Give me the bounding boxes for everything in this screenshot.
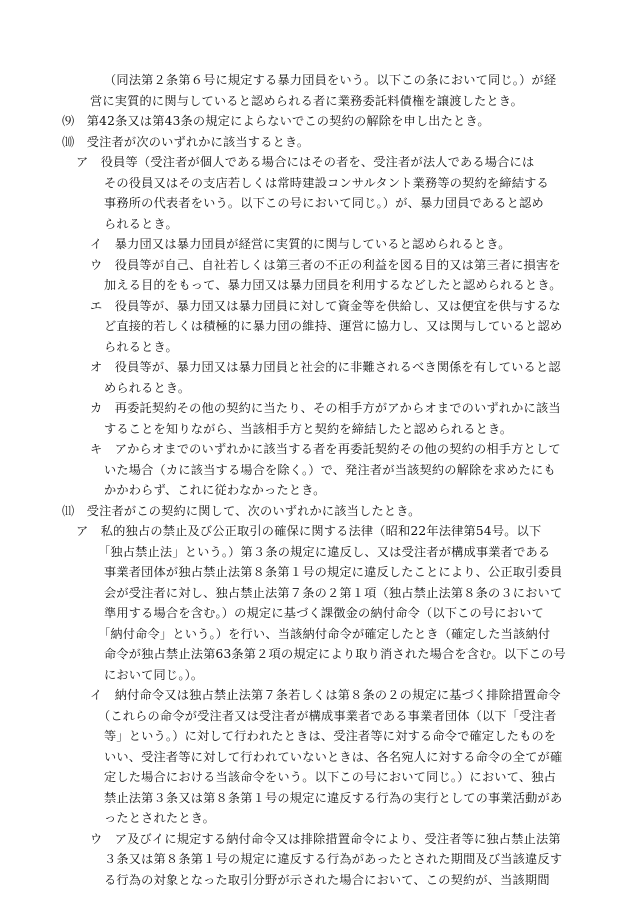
text-line: オ 役員等が、暴力団又は暴力団員と社会的に非難されるべき関係を有していると認 (90, 360, 561, 374)
text-line: 等」という。）に対して行われたときは、受注者等に対する命令で確定したものを (104, 729, 557, 743)
text-line: 準用する場合を含む。）の規定に基づく課徴金の納付命令（以下この号において (104, 606, 544, 620)
text-line: ウ 役員等が自己、自社若しくは第三者の不正の利益を図る目的又は第三者に損害を (90, 258, 561, 272)
text-line: ア 私的独占の禁止及び公正取引の確保に関する法律（昭和22年法律第54号。以下 (76, 524, 542, 538)
text-line: することを知りながら、当該相手方と契約を締結したと認められるとき。 (104, 422, 513, 436)
text-line: 「納付命令」という。）を行い、当該納付命令が確定したとき（確定した当該納付 (98, 627, 551, 641)
text-line: められるとき。 (104, 381, 191, 395)
text-line: イ 納付命令又は独占禁止法第７条若しくは第８条の２の規定に基づく排除措置命令 (90, 688, 561, 702)
text-line: られるとき。 (104, 217, 178, 231)
text-line: エ 役員等が、暴力団又は暴力団員に対して資金等を供給し、又は便宜を供与するな (90, 299, 561, 313)
text-line: 禁止法第３条又は第８条第１号の規定に違反する行為の実行としての事業活動があ (104, 791, 563, 805)
text-line: ⑼ 第42条又は第43条の規定によらないでこの契約の解除を申し出たとき。 (62, 114, 490, 128)
text-line: ウ ア及びイに規定する納付命令又は排除措置命令により、受注者等に独占禁止法第 (90, 832, 561, 846)
text-line: ったとされたとき。 (104, 811, 215, 825)
text-line: イ 暴力団又は暴力団員が経営に実質的に関与していると認められるとき。 (90, 237, 511, 251)
text-line: （これらの命令が受注者又は受注者が構成事業者である事業者団体（以下「受注者 (98, 709, 557, 723)
text-line: ア 役員等（受注者が個人である場合にはその者を、受注者が法人である場合には (76, 155, 535, 169)
text-line: 営に実質的に関与していると認められる者に業務委託料債権を譲渡したとき。 (90, 94, 524, 108)
text-line: において同じ。）。 (104, 668, 204, 682)
text-line: 事務所の代表者をいう。以下この号において同じ。）が、暴力団員であると認め (104, 196, 544, 210)
text-line: 加える目的をもって、暴力団又は暴力団員を利用するなどしたと認められるとき。 (104, 278, 562, 292)
text-line: られるとき。 (104, 340, 178, 354)
text-line: 命令が独占禁止法第63条第２項の規定により取り消された場合を含む。以下この号 (104, 647, 566, 661)
text-line: ど直接的若しくは積極的に暴力団の維持、運営に協力し、又は関与していると認め (104, 319, 563, 333)
text-line: いた場合（カに該当する場合を除く。）で、発注者が当該契約の解除を求めたにも (104, 463, 556, 477)
text-line: ⑽ 受注者が次のいずれかに該当するとき。 (62, 135, 310, 149)
text-line: 事業者団体が独占禁止法第８条第１号の規定に違反したことにより、公正取引委員 (104, 565, 563, 579)
text-line: ３条又は第８条第１号の規定に違反する行為があったとされた期間及び当該違反す (104, 852, 563, 866)
text-line: 「独占禁止法」という。）第３条の規定に違反し、又は受注者が構成事業者である (98, 545, 551, 559)
text-line: カ 再委託契約その他の契約に当たり、その相手方がアからオまでのいずれかに該当 (90, 401, 561, 415)
text-line: いい、受注者等に対して行われていないときは、各名宛人に対する命令の全てが確 (104, 750, 563, 764)
text-line: 会が受注者に対し、独占禁止法第７条の２第１項（独占禁止法第８条の３において (104, 586, 563, 600)
text-line: 定した場合における当該命令をいう。以下この号において同じ。）において、独占 (104, 770, 556, 784)
text-line: （同法第２条第６号に規定する暴力団員をいう。以下この条において同じ。）が経 (104, 73, 557, 87)
text-line: その役員又はその支店若しくは常時建設コンサルタント業務等の契約を締結する (104, 176, 549, 190)
text-line: ⑾ 受注者がこの契約に関して、次のいずれかに該当したとき。 (62, 504, 421, 518)
text-line: る行為の対象となった取引分野が示された場合において、この契約が、当該期間 (104, 873, 550, 887)
text-line: かかわらず、これに従わなかったとき。 (104, 483, 326, 497)
text-line: キ アからオまでのいずれかに該当する者を再委託契約その他の契約の相手方として (90, 442, 561, 456)
